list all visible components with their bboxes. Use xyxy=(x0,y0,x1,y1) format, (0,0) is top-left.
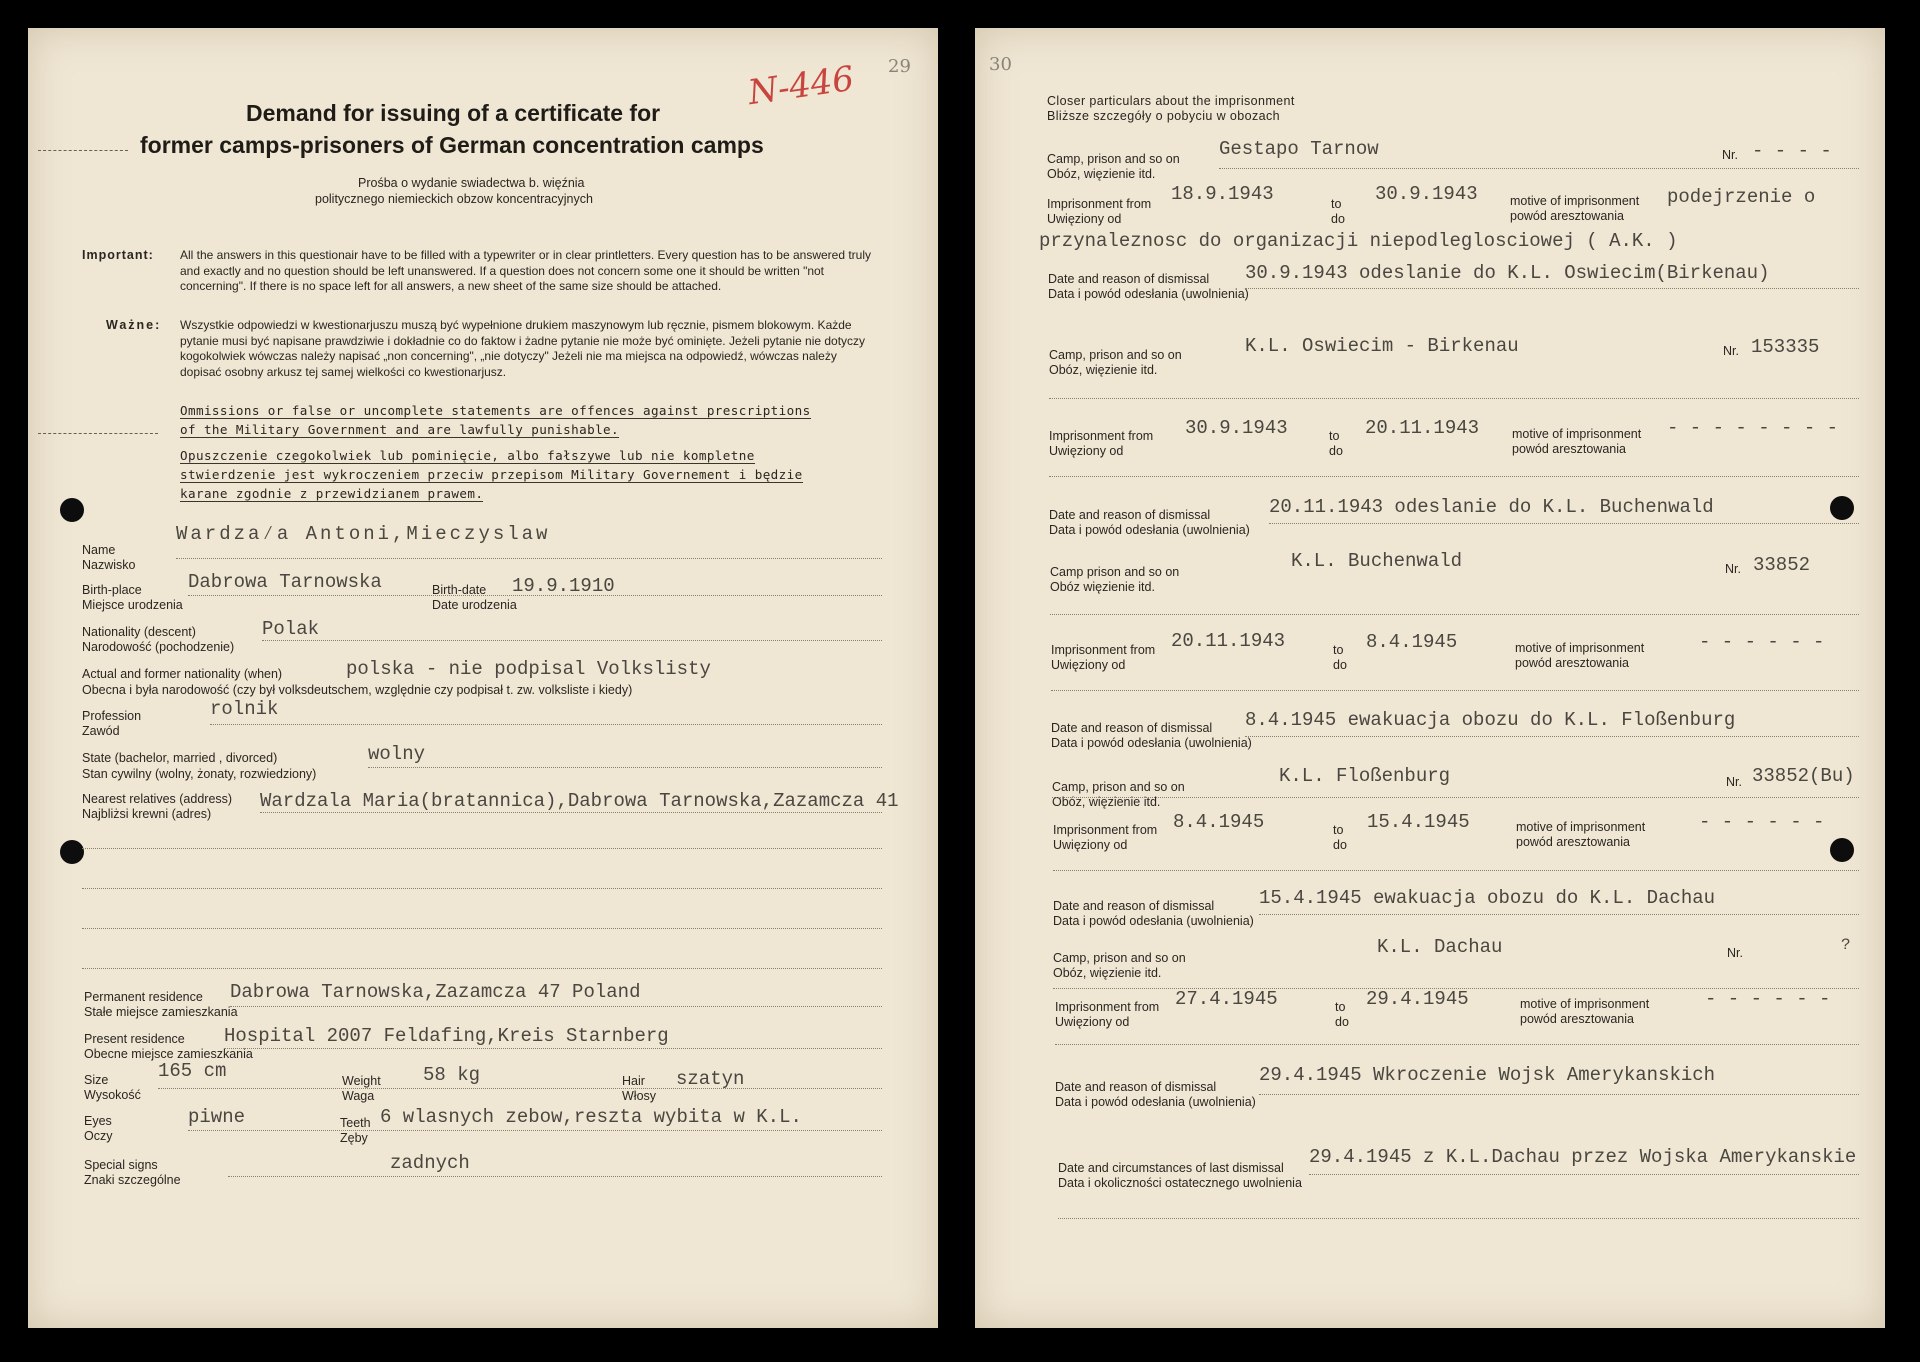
dismissal-label-pl: Data i powód odesłania (uwolnienia) xyxy=(1048,287,1249,301)
birthplace-label-pl: Miejsce urodzenia xyxy=(82,598,183,612)
camp-line xyxy=(1219,168,1859,169)
teeth-label-pl: Zęby xyxy=(340,1131,368,1145)
nr-label: Nr. xyxy=(1727,946,1743,960)
dismissal-line xyxy=(1259,914,1859,915)
eyes-line xyxy=(188,1130,882,1131)
punch-hole xyxy=(1830,838,1854,862)
header-en: Closer particulars about the imprisonment xyxy=(1047,94,1295,108)
dismissal-label-pl: Data i powód odesłania (uwolnienia) xyxy=(1053,914,1254,928)
from-value: 27.4.1945 xyxy=(1175,988,1278,1010)
state-label: State (bachelor, married , divorced) xyxy=(82,751,278,765)
nr-value: ? xyxy=(1841,936,1851,954)
teeth-label: Teeth xyxy=(340,1116,371,1130)
subtitle-line-2: politycznego niemieckich obzow koncentracyjnych xyxy=(315,192,593,206)
relatives-line-2 xyxy=(82,848,882,849)
nr-label: Nr. xyxy=(1722,148,1738,162)
impr-line xyxy=(1051,690,1859,691)
motive-label-pl: powód aresztowania xyxy=(1512,442,1626,456)
birthdate-value: 19.9.1910 xyxy=(512,575,615,597)
impr-label-pl: Uwięziony od xyxy=(1055,1015,1130,1029)
warning-pl xyxy=(180,446,803,503)
name-line xyxy=(176,558,882,559)
nationality-label-pl: Narodowość (pochodzenie) xyxy=(82,640,235,654)
camp-line xyxy=(1050,614,1859,615)
relatives-label: Nearest relatives (address) xyxy=(82,792,233,806)
motive-value: podejrzenie o xyxy=(1667,186,1816,208)
impr-line xyxy=(1053,870,1859,871)
important-text: All the answers in this questionair have to be filled with a typewriter or in clear printletters. Every question has to be answered truly and exactly and no question should be left unanswered. If a question does not concern some one it should be written "not concerning". If there is no space left for all answers, a new sheet of the same size should be attached. xyxy=(180,248,872,293)
dismissal-value: 8.4.1945 ewakuacja obozu do K.L. Floßenburg xyxy=(1245,709,1736,731)
to-label-pl: do xyxy=(1333,838,1347,852)
camp-label: Camp, prison and so on xyxy=(1052,780,1185,794)
motive-continuation: przynaleznosc do organizacji niepodleglosciowej ( A.K. ) xyxy=(1039,230,1678,252)
motive-value: - - - - - - - - xyxy=(1667,417,1839,439)
impr-label-pl: Uwięziony od xyxy=(1047,212,1122,226)
to-label-pl: do xyxy=(1335,1015,1349,1029)
camp-label-pl: Obóz, więzienie itd. xyxy=(1052,795,1161,809)
motive-value: - - - - - - xyxy=(1699,631,1825,653)
impr-line xyxy=(1055,1044,1859,1045)
nationality-line xyxy=(262,640,882,641)
header-pl: Bliższe szczegóły o pobyciu w obozach xyxy=(1047,109,1280,123)
wazne-text: Wszystkie odpowiedzi w kwestionarjuszu muszą być wypełnione drukiem maszynowym lub ręcznie, pismem blokowym. Każde pytanie musi być napisane prawdziwie i dokładnie co do faktow i żadne pytanie nie może być ominięte. Jeżeli pytanie nie dotyczy kogokolwiek wówczas należy napisać „non concerning", „nie dotyczy" Jeżeli nie ma miejsca na odpowiedź, wówczas należy dopisać osobny arkusz tej samej wielkości co kwestionarjusz. xyxy=(180,318,866,379)
to-value: 15.4.1945 xyxy=(1367,811,1470,833)
camp-value: K.L. Dachau xyxy=(1377,936,1503,958)
warning-en-line-2: of the Military Government and are lawfully punishable. xyxy=(180,422,620,437)
nationality-label: Nationality (descent) xyxy=(82,625,196,639)
present-label: Present residence xyxy=(84,1032,185,1046)
profession-value: rolnik xyxy=(210,698,279,720)
dismissal-line xyxy=(1269,523,1859,524)
dismissal-value: 29.4.1945 Wkroczenie Wojsk Amerykanskich xyxy=(1259,1064,1716,1086)
to-value: 8.4.1945 xyxy=(1366,631,1458,653)
signs-value: zadnych xyxy=(390,1152,470,1174)
nr-label: Nr. xyxy=(1725,562,1741,576)
actual-nationality-label-pl: Obecna i była narodowość (czy był volksdeutschem, względnie czy podpisał t. zw. volksliste i kiedy) xyxy=(82,683,633,697)
dismissal-line xyxy=(1245,736,1859,737)
permanent-value: Dabrowa Tarnowska,Zazamcza 47 Poland xyxy=(230,981,641,1003)
red-annotation: N-446 xyxy=(745,58,857,114)
impr-label-pl: Uwięziony od xyxy=(1051,658,1126,672)
name-label: Name xyxy=(82,543,116,557)
motive-value: - - - - - - xyxy=(1699,811,1825,833)
to-label: to xyxy=(1329,429,1340,443)
motive-value: - - - - - - xyxy=(1705,988,1831,1010)
to-label: to xyxy=(1333,823,1344,837)
impr-label: Imprisonment from xyxy=(1049,429,1154,443)
last-dismissal-label: Date and circumstances of last dismissal xyxy=(1058,1161,1284,1175)
relatives-value: Wardzala Maria(bratannica),Dabrowa Tarnowska,Zazamcza 41 xyxy=(260,790,899,812)
dismissal-label: Date and reason of dismissal xyxy=(1053,899,1215,913)
punch-hole xyxy=(1830,496,1854,520)
right-page xyxy=(975,28,1885,1328)
last-dismissal-value: 29.4.1945 z K.L.Dachau przez Wojska Amerykanskie xyxy=(1309,1146,1857,1168)
nr-value: - - - - xyxy=(1752,140,1832,162)
left-page xyxy=(28,28,938,1328)
motive-label-pl: powód aresztowania xyxy=(1510,209,1624,223)
permanent-label: Permanent residence xyxy=(84,990,203,1004)
hair-label-pl: Włosy xyxy=(622,1089,657,1103)
dismissal-label: Date and reason of dismissal xyxy=(1051,721,1213,735)
permanent-line xyxy=(230,1006,882,1007)
last-dismissal-label-pl: Data i okoliczności ostatecznego uwolnienia xyxy=(1058,1176,1302,1190)
impr-label: Imprisonment from xyxy=(1053,823,1158,837)
to-label-pl: do xyxy=(1331,212,1345,226)
camp-label-pl: Obóz, więzienie itd. xyxy=(1047,167,1156,181)
relatives-line-3 xyxy=(82,888,882,889)
hair-label: Hair xyxy=(622,1074,645,1088)
weight-label: Weight xyxy=(342,1074,381,1088)
nr-value: 153335 xyxy=(1751,336,1820,358)
profession-label-pl: Zawód xyxy=(82,724,120,738)
camp-label: Camp prison and so on xyxy=(1050,565,1180,579)
signs-label: Special signs xyxy=(84,1158,158,1172)
dismissal-line xyxy=(1245,288,1859,289)
warning-pl-line-3: karane zgodnie z przewidzianem prawem. xyxy=(180,486,484,501)
dismissal-value: 20.11.1943 odeslanie do K.L. Buchenwald xyxy=(1269,496,1714,518)
to-label-pl: do xyxy=(1329,444,1343,458)
dismissal-value: 15.4.1945 ewakuacja obozu do K.L. Dachau xyxy=(1259,887,1716,909)
to-label: to xyxy=(1333,643,1344,657)
weight-value: 58 kg xyxy=(423,1064,481,1086)
warning-en-line-1: Ommissions or false or uncomplete statements are offences against prescriptions xyxy=(180,403,811,418)
warning-pl-line-2: stwierdzenie jest wykroczeniem przeciw przepisom Military Governement i będzie xyxy=(180,467,803,482)
last-dismissal-line xyxy=(1309,1174,1859,1175)
profession-line xyxy=(210,724,882,725)
camp-value: Gestapo Tarnow xyxy=(1219,138,1379,160)
warning-dash xyxy=(38,433,158,434)
title-line-1: Demand for issuing of a certificate for xyxy=(246,100,661,126)
camp-label: Camp, prison and so on xyxy=(1049,348,1182,362)
camp-label: Camp, prison and so on xyxy=(1047,152,1180,166)
camp-label-pl: Obóz, więzienie itd. xyxy=(1049,363,1158,377)
nr-label: Nr. xyxy=(1726,775,1742,789)
relatives-line-4 xyxy=(82,928,882,929)
size-value: 165 cm xyxy=(158,1060,227,1082)
size-label: Size xyxy=(84,1073,109,1087)
eyes-label-pl: Oczy xyxy=(84,1129,113,1143)
motive-label: motive of imprisonment xyxy=(1520,997,1650,1011)
final-line xyxy=(1058,1218,1859,1219)
warning-pl-line-1: Opuszczenie czegokolwiek lub pominięcie, albo fałszywe lub nie kompletne xyxy=(180,448,755,463)
title-dash xyxy=(38,150,128,151)
signs-line xyxy=(228,1176,882,1177)
from-value: 18.9.1943 xyxy=(1171,183,1274,205)
camp-value: K.L. Floßenburg xyxy=(1279,765,1451,787)
punch-hole xyxy=(60,498,84,522)
actual-nationality-label: Actual and former nationality (when) xyxy=(82,667,283,681)
name-value: Wardza⁄a Antoni,Mieczyslaw xyxy=(176,523,551,545)
to-label-pl: do xyxy=(1333,658,1347,672)
state-line xyxy=(368,767,882,768)
page-number: 29 xyxy=(888,56,911,77)
motive-label: motive of imprisonment xyxy=(1512,427,1642,441)
nr-label: Nr. xyxy=(1723,344,1739,358)
title-line-2: former camps-prisoners of German concentration camps xyxy=(140,132,764,158)
camp-line xyxy=(1052,797,1859,798)
teeth-value: 6 wlasnych zebow,reszta wybita w K.L. xyxy=(380,1106,802,1128)
birthdate-label: Birth-date xyxy=(432,583,487,597)
birthdate-label-pl: Date urodzenia xyxy=(432,598,517,612)
to-label: to xyxy=(1335,1000,1346,1014)
name-label-pl: Nazwisko xyxy=(82,558,136,572)
from-value: 20.11.1943 xyxy=(1171,630,1286,652)
dismissal-value: 30.9.1943 odeslanie do K.L. Oswiecim(Birkenau) xyxy=(1245,262,1770,284)
size-line xyxy=(158,1088,882,1089)
state-label-pl: Stan cywilny (wolny, żonaty, rozwiedziony) xyxy=(82,767,317,781)
motive-label: motive of imprisonment xyxy=(1516,820,1646,834)
warning-en xyxy=(180,401,811,439)
eyes-value: piwne xyxy=(188,1106,246,1128)
motive-label: motive of imprisonment xyxy=(1510,194,1640,208)
from-value: 8.4.1945 xyxy=(1173,811,1265,833)
size-label-pl: Wysokość xyxy=(84,1088,141,1102)
to-value: 29.4.1945 xyxy=(1366,988,1469,1010)
impr-label: Imprisonment from xyxy=(1051,643,1156,657)
dismissal-label-pl: Data i powód odesłania (uwolnienia) xyxy=(1051,736,1252,750)
impr-label: Imprisonment from xyxy=(1047,197,1152,211)
impr-label-pl: Uwięziony od xyxy=(1049,444,1124,458)
birthplace-value: Dabrowa Tarnowska xyxy=(188,571,382,593)
dismissal-label-pl: Data i powód odesłania (uwolnienia) xyxy=(1055,1095,1256,1109)
to-label: to xyxy=(1331,197,1342,211)
motive-label-pl: powód aresztowania xyxy=(1520,1012,1634,1026)
page-number: 30 xyxy=(989,54,1012,75)
state-value: wolny xyxy=(368,743,426,765)
motive-label: motive of imprisonment xyxy=(1515,641,1645,655)
dismissal-label: Date and reason of dismissal xyxy=(1048,272,1210,286)
weight-label-pl: Waga xyxy=(342,1089,375,1103)
subtitle-line-1: Prośba o wydanie swiadectwa b. więźnia xyxy=(358,176,585,190)
eyes-label: Eyes xyxy=(84,1114,112,1128)
wazne-label: Ważne: xyxy=(106,318,162,332)
dismissal-label: Date and reason of dismissal xyxy=(1055,1080,1217,1094)
from-value: 30.9.1943 xyxy=(1185,417,1288,439)
motive-label-pl: powód aresztowania xyxy=(1515,656,1629,670)
relatives-label-pl: Najbliżsi krewni (adres) xyxy=(82,807,212,821)
camp-value: K.L. Buchenwald xyxy=(1291,550,1463,572)
profession-label: Profession xyxy=(82,709,142,723)
camp-label-pl: Obóz, więzienie itd. xyxy=(1053,966,1162,980)
hair-value: szatyn xyxy=(676,1068,745,1090)
motive-label-pl: powód aresztowania xyxy=(1516,835,1630,849)
camp-value: K.L. Oswiecim - Birkenau xyxy=(1245,335,1519,357)
camp-line xyxy=(1049,398,1859,399)
impr-line xyxy=(1049,476,1859,477)
relatives-line-5 xyxy=(82,968,882,969)
to-value: 20.11.1943 xyxy=(1365,417,1480,439)
camp-label: Camp, prison and so on xyxy=(1053,951,1186,965)
nr-value: 33852 xyxy=(1753,554,1811,576)
impr-label-pl: Uwięziony od xyxy=(1053,838,1128,852)
permanent-label-pl: Stałe miejsce zamieszkania xyxy=(84,1005,238,1019)
dismissal-label-pl: Data i powód odesłania (uwolnienia) xyxy=(1049,523,1250,537)
nr-value: 33852(Bu) xyxy=(1752,765,1855,787)
present-line xyxy=(224,1048,882,1049)
signs-label-pl: Znaki szczególne xyxy=(84,1173,181,1187)
dismissal-line xyxy=(1259,1094,1859,1095)
dismissal-label: Date and reason of dismissal xyxy=(1049,508,1211,522)
to-value: 30.9.1943 xyxy=(1375,183,1478,205)
birth-line xyxy=(188,595,882,596)
nationality-value: Polak xyxy=(262,618,320,640)
punch-hole xyxy=(60,840,84,864)
birthplace-label: Birth-place xyxy=(82,583,142,597)
present-value: Hospital 2007 Feldafing,Kreis Starnberg xyxy=(224,1025,669,1047)
present-label-pl: Obecne miejsce zamieszkania xyxy=(84,1047,253,1061)
impr-label: Imprisonment from xyxy=(1055,1000,1160,1014)
actual-nationality-value: polska - nie podpisal Volkslisty xyxy=(346,658,711,680)
camp-label-pl: Obóz więzienie itd. xyxy=(1050,580,1155,594)
relatives-line-1 xyxy=(260,812,882,813)
important-label: Important: xyxy=(82,248,154,262)
